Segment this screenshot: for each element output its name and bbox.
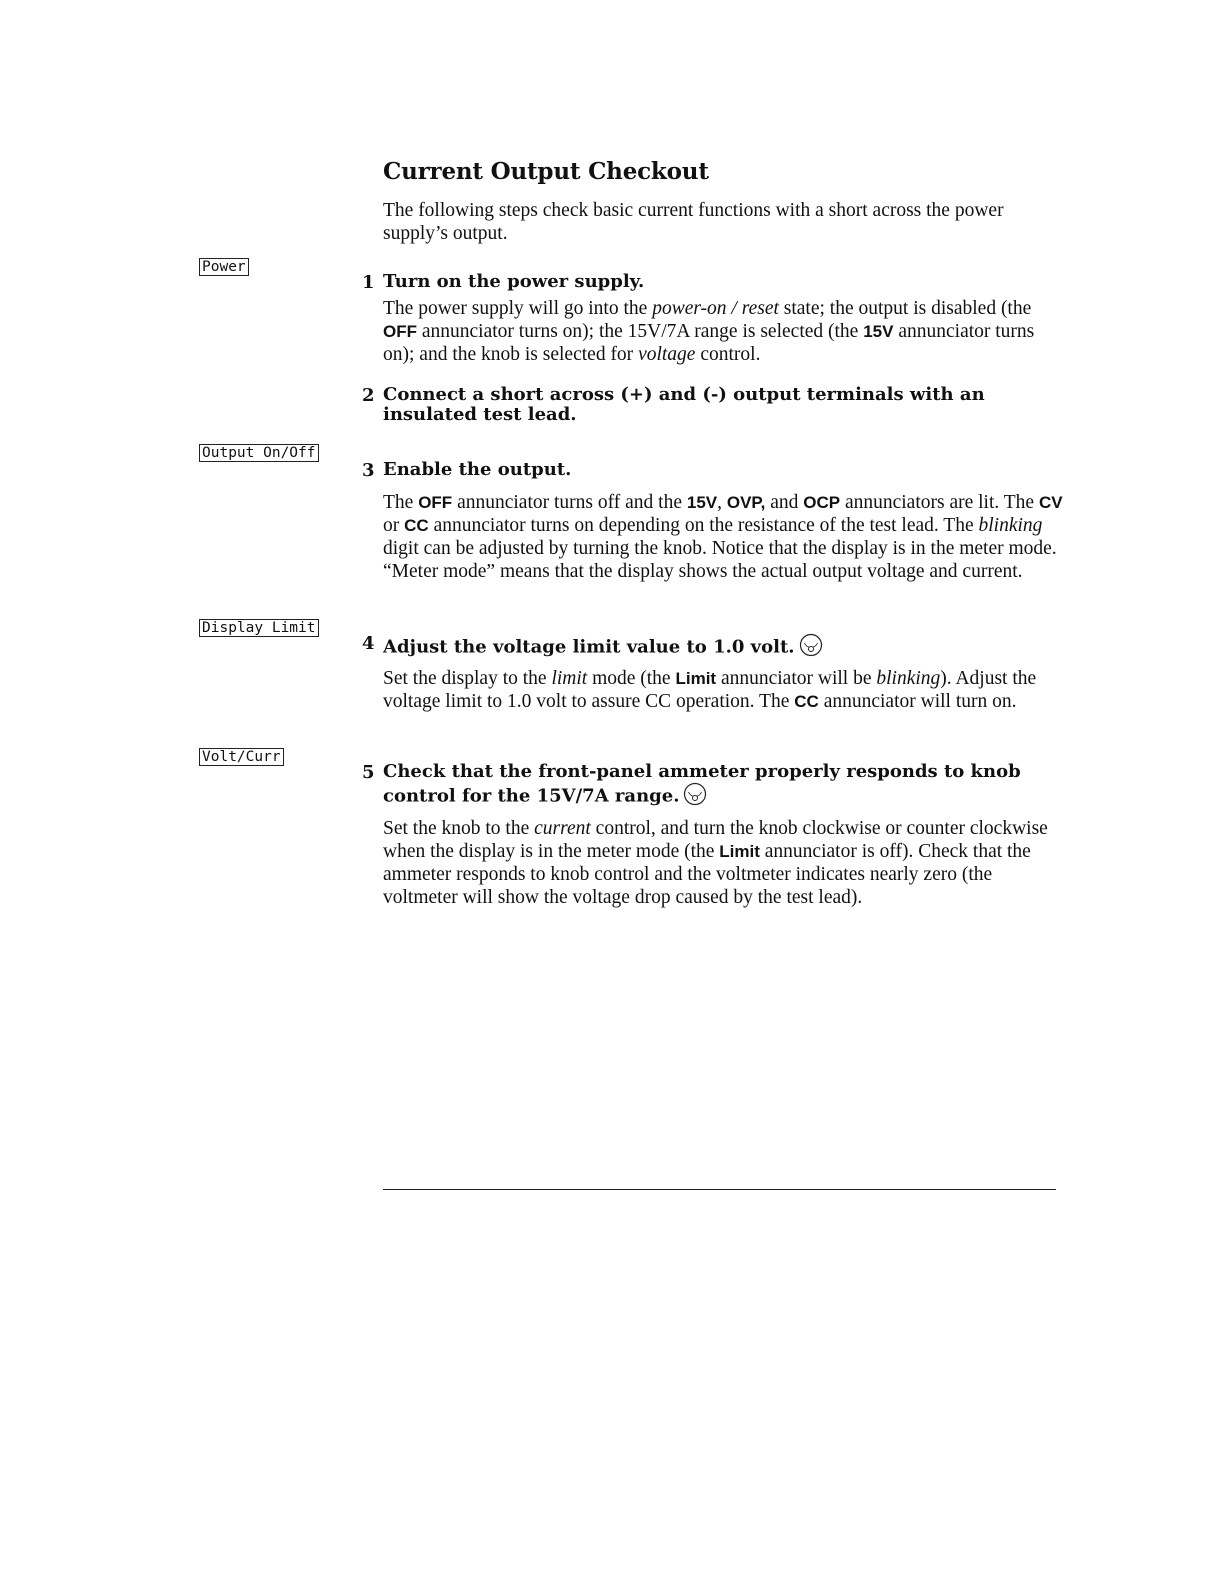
knob-icon (799, 633, 823, 662)
output-on-off-key[interactable]: Output On/Off (199, 444, 319, 462)
annunciator-label: OFF (383, 322, 417, 341)
step-body: The power supply will go into the power-on / reset state; the output is disabled (the OFF annunciator turns on); the 15V/7A range is selected (the 15V annunciator turns on); and the knob is selected for voltage control. (383, 298, 1035, 365)
footer-rule (383, 1189, 1056, 1190)
knob-icon (683, 782, 707, 811)
step-number: 3 (362, 460, 375, 481)
annunciator-label: CV (1038, 493, 1063, 512)
step-heading: Connect a short across (+) and (-) output terminals with an insulated test lead. (383, 384, 985, 425)
step-heading: Adjust the voltage limit value to 1.0 volt. (383, 633, 1068, 662)
display-limit-key[interactable]: Display Limit (199, 619, 319, 637)
power-key[interactable]: Power (199, 258, 249, 276)
step-heading: Enable the output. (383, 459, 572, 480)
step-body: Set the knob to the current control, and turn the knob clockwise or counter clockwise when the display is in the meter mode (the Limit annunciator is off). Check that the ammeter responds to knob control and the voltmeter indicates nearly zero (the voltmeter will show the voltage drop caused by the test lead). (383, 818, 1048, 908)
step-heading: Check that the front-panel ammeter properly responds to knob control for the 15V/7A range. (383, 762, 1068, 811)
annunciator-label: Limit (719, 842, 760, 861)
page-title: Current Output Checkout (383, 158, 709, 185)
step-number: 4 (362, 633, 375, 654)
step-number: 1 (362, 272, 375, 293)
step-heading: Turn on the power supply. (383, 271, 645, 292)
annunciator-label: OFF (418, 493, 453, 512)
step-number: 5 (362, 762, 375, 783)
intro-paragraph: The following steps check basic current functions with a short across the power supply’s output. (383, 200, 1004, 244)
step-body: The OFF annunciator turns off and the 15V, OVP, and OCP annunciators are lit. The CV or CC annunciator turns on depending on the resistance of the test lead. The blinking digit can be adjusted by turning the knob. Notice that the display is in the meter mode. “Meter mode” means that the display shows the actual output voltage and current. (383, 492, 1063, 582)
step-number: 2 (362, 385, 375, 406)
step-body: Set the display to the limit mode (the Limit annunciator will be blinking). Adjust the voltage limit to 1.0 volt to assure CC operation. The CC annunciator will turn on. (383, 668, 1037, 712)
annunciator-label: Limit (675, 669, 717, 688)
annunciator-label: 15V (686, 493, 718, 512)
annunciator-label: OCP (803, 493, 841, 512)
annunciator-label: OVP, (726, 493, 766, 512)
annunciator-label: CC (794, 692, 819, 711)
annunciator-label: CC (404, 516, 429, 535)
annunciator-label: 15V (863, 322, 894, 341)
volt-curr-key[interactable]: Volt/Curr (199, 748, 284, 766)
